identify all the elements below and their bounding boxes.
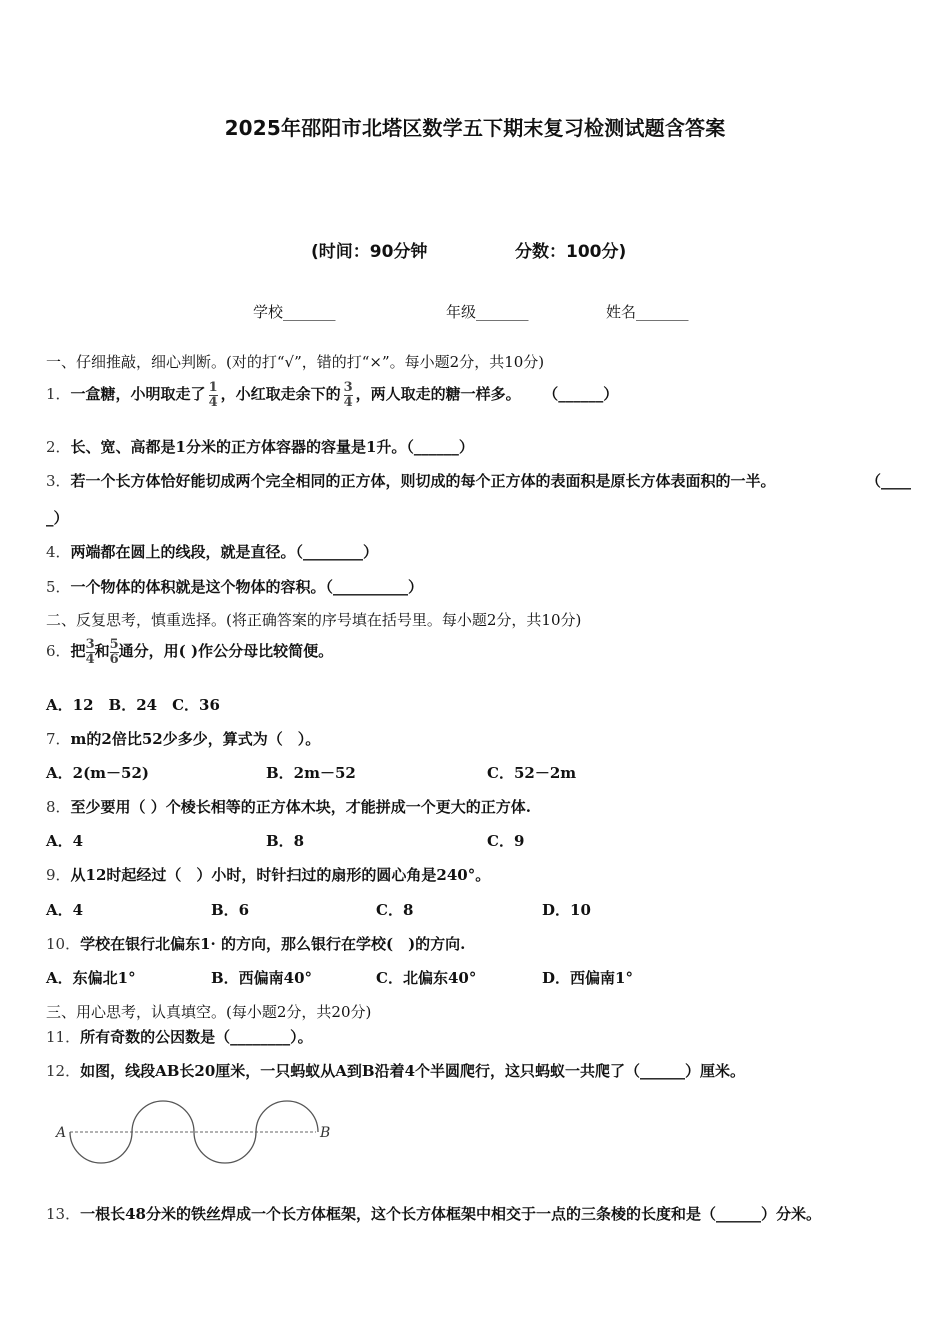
option-b: B．8 [266, 832, 305, 850]
question-text: 一根长48分米的铁丝焊成一个长方体框架，这个长方体框架中相交于一点的三条棱的长度和是（______）分米。 [80, 1205, 821, 1223]
question-number: 6． [46, 642, 71, 661]
question-text: 学校在银行北偏东1· 的方向，那么银行在学校( )的方向. [80, 935, 466, 953]
q6-options: A．12 B．24 C．36 [46, 696, 220, 714]
question-text: 至少要用（ ）个棱长相等的正方体木块，才能拼成一个更大的正方体. [70, 798, 531, 816]
question-number: 8． [46, 798, 71, 816]
question-2 [46, 436, 474, 457]
question-9 [46, 864, 490, 885]
question-11 [46, 1026, 313, 1047]
question-text: 若一个长方体恰好能切成两个完全相同的正方体，则切成的每个正方体的表面积是原长方体表面积的一半。 [70, 472, 776, 490]
option-b: B．西偏南40° [211, 969, 313, 987]
section3-header: 三、用心思考，认真填空。(每小题2分，共20分) [46, 1003, 372, 1021]
semicircle-1 [70, 1132, 132, 1163]
option-c: C．8 [376, 901, 414, 919]
semicircle-4 [256, 1101, 318, 1132]
time-label: (时间：90分钟 [311, 242, 428, 262]
question-number: 7． [46, 730, 71, 748]
semicircle-figure [50, 1095, 340, 1170]
question-text: 把 [70, 642, 86, 661]
question-text: 和 [94, 642, 110, 661]
question-4 [46, 541, 378, 562]
option-a: A．东偏北1° [46, 969, 136, 987]
question-text: ，小红取走余下的 [220, 385, 341, 404]
question-text: 从12时起经过（ ）小时，时针扫过的扇形的圆心角是240°。 [70, 866, 491, 884]
option-b: B．6 [211, 901, 250, 919]
question-number: 9． [46, 866, 71, 884]
question-text: 所有奇数的公因数是（________）。 [80, 1028, 313, 1046]
question-text: 一个物体的体积就是这个物体的容积。（__________） [70, 578, 424, 596]
question-text: m的2倍比52少多少，算式为（ ）。 [70, 730, 321, 748]
question-3 [46, 470, 776, 491]
question-text: 一盒糖，小明取走了 [70, 385, 206, 404]
question-5 [46, 576, 423, 597]
answer-blank: （____ [866, 472, 912, 490]
score-label: 分数：100分) [515, 242, 627, 262]
semicircle-2 [132, 1101, 194, 1132]
question-number: 13． [46, 1205, 81, 1223]
question-number: 4． [46, 543, 71, 561]
school-field: 学校_______ [253, 303, 336, 321]
section2-header: 二、反复思考，慎重选择。(将正确答案的序号填在括号里。每小题2分，共10分) [46, 611, 582, 629]
question-13 [46, 1203, 821, 1224]
section1-header: 一、仔细推敲，细心判断。(对的打“√”，错的打“×”。每小题2分，共10分) [46, 353, 545, 371]
option-a: A．4 [46, 901, 84, 919]
question-text: 长、宽、高都是1分米的正方体容器的容量是1升。（______） [70, 438, 474, 456]
question-number: 2． [46, 438, 71, 456]
fraction: $\frac{1}{4}$ [208, 380, 218, 410]
question-number: 11． [46, 1028, 81, 1046]
question-number: 5． [46, 578, 71, 596]
question-1 [46, 381, 618, 409]
question-number: 1． [46, 385, 71, 404]
question-text: 通分，用( )作公分母比较简便。 [118, 642, 334, 661]
question-text: ，两人取走的糖一样多。 [355, 385, 521, 404]
name-field: 姓名_______ [606, 303, 689, 321]
question-10 [46, 933, 465, 954]
question-text: 如图，线段AB长20厘米，一只蚂蚁从A到B沿着4个半圆爬行，这只蚂蚁一共爬了（______）厘米。 [80, 1062, 746, 1080]
answer-blank: （______） [550, 385, 619, 404]
question-number: 3． [46, 472, 71, 490]
point-a-label: A [56, 1125, 67, 1141]
question-6 [46, 638, 333, 666]
option-c: C．52－2m [487, 764, 577, 782]
fraction: $\frac{3}{4}$ [85, 637, 95, 667]
question-number: 10． [46, 935, 81, 953]
question-number: 12． [46, 1062, 81, 1080]
question-7 [46, 728, 320, 749]
option-a: A．2(m－52) [46, 764, 150, 782]
fraction: $\frac{5}{6}$ [109, 637, 119, 667]
option-d: D．西偏南1° [542, 969, 633, 987]
option-c: C．北偏东40° [376, 969, 477, 987]
page-title: 2025年邵阳市北塔区数学五下期末复习检测试题含答案 [224, 116, 726, 140]
fraction: $\frac{3}{4}$ [343, 380, 353, 410]
option-b: B．2m－52 [266, 764, 356, 782]
semicircle-3 [194, 1132, 256, 1163]
grade-field: 年级_______ [446, 303, 529, 321]
option-c: C．9 [487, 832, 525, 850]
question-8 [46, 796, 531, 817]
question-text: 两端都在圆上的线段，就是直径。（________） [70, 543, 379, 561]
option-a: A．4 [46, 832, 84, 850]
point-b-label: B [320, 1125, 331, 1141]
option-d: D．10 [542, 901, 591, 919]
answer-blank: _） [46, 509, 69, 527]
question-12 [46, 1060, 745, 1081]
